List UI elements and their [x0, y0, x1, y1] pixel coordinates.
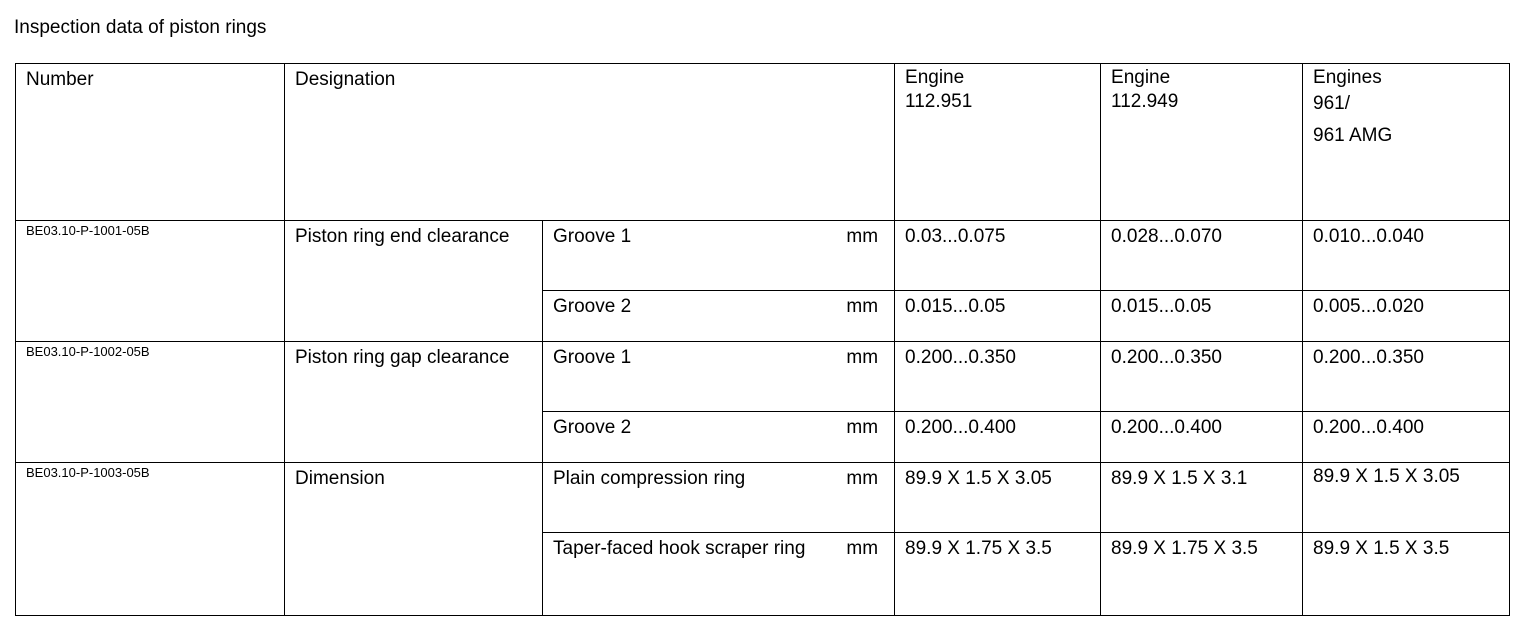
row-value-e2: 0.200...0.400 — [1101, 412, 1303, 463]
row-value-e3: 0.200...0.400 — [1303, 412, 1510, 463]
row-value-e3: 89.9 X 1.5 X 3.5 — [1303, 533, 1510, 616]
row-value-e3: 0.010...0.040 — [1303, 221, 1510, 291]
row-number: BE03.10-P-1001-05B — [16, 221, 285, 342]
row-unit: mm — [829, 291, 895, 342]
row-unit: mm — [829, 221, 895, 291]
row-number: BE03.10-P-1002-05B — [16, 342, 285, 463]
piston-ring-inspection-table — [15, 63, 1510, 616]
row-value-e1: 0.015...0.05 — [895, 291, 1101, 342]
row-value-e3: 0.005...0.020 — [1303, 291, 1510, 342]
row-value-e2: 89.9 X 1.5 X 3.1 — [1101, 463, 1303, 533]
row-value-e1: 0.200...0.400 — [895, 412, 1101, 463]
row-value-e2: 89.9 X 1.75 X 3.5 — [1101, 533, 1303, 616]
row-value-e2: 0.015...0.05 — [1101, 291, 1303, 342]
header-engine-112949: Engine 112.949 — [1101, 64, 1303, 221]
row-unit: mm — [829, 463, 895, 533]
header-engine-112951: Engine 112.951 — [895, 64, 1101, 221]
row-item: Groove 1 — [543, 342, 829, 412]
row-value-e1: 89.9 X 1.75 X 3.5 — [895, 533, 1101, 616]
header-engines-961: Engines 961/ 961 AMG — [1303, 64, 1510, 221]
row-designation: Dimension — [285, 463, 543, 616]
row-item: Groove 2 — [543, 412, 829, 463]
row-item: Taper-faced hook scraper ring — [543, 533, 829, 616]
row-item: Plain compression ring — [543, 463, 829, 533]
table-row — [16, 463, 1510, 533]
header-number: Number — [16, 64, 285, 221]
row-value-e3: 0.200...0.350 — [1303, 342, 1510, 412]
row-unit: mm — [829, 533, 895, 616]
row-unit: mm — [829, 412, 895, 463]
row-value-e1: 89.9 X 1.5 X 3.05 — [895, 463, 1101, 533]
row-item: Groove 1 — [543, 221, 829, 291]
row-value-e2: 0.200...0.350 — [1101, 342, 1303, 412]
row-value-e2: 0.028...0.070 — [1101, 221, 1303, 291]
row-value-e1: 0.03...0.075 — [895, 221, 1101, 291]
row-designation: Piston ring end clearance — [285, 221, 543, 342]
row-number: BE03.10-P-1003-05B — [16, 463, 285, 616]
document-title: Inspection data of piston rings — [14, 17, 267, 38]
row-item: Groove 2 — [543, 291, 829, 342]
table-row — [16, 221, 1510, 291]
row-value-e3: 89.9 X 1.5 X 3.05 — [1303, 463, 1510, 533]
header-row — [16, 64, 1510, 221]
table-row — [16, 342, 1510, 412]
row-unit: mm — [829, 342, 895, 412]
header-designation: Designation — [285, 64, 895, 221]
row-designation: Piston ring gap clearance — [285, 342, 543, 463]
row-value-e1: 0.200...0.350 — [895, 342, 1101, 412]
